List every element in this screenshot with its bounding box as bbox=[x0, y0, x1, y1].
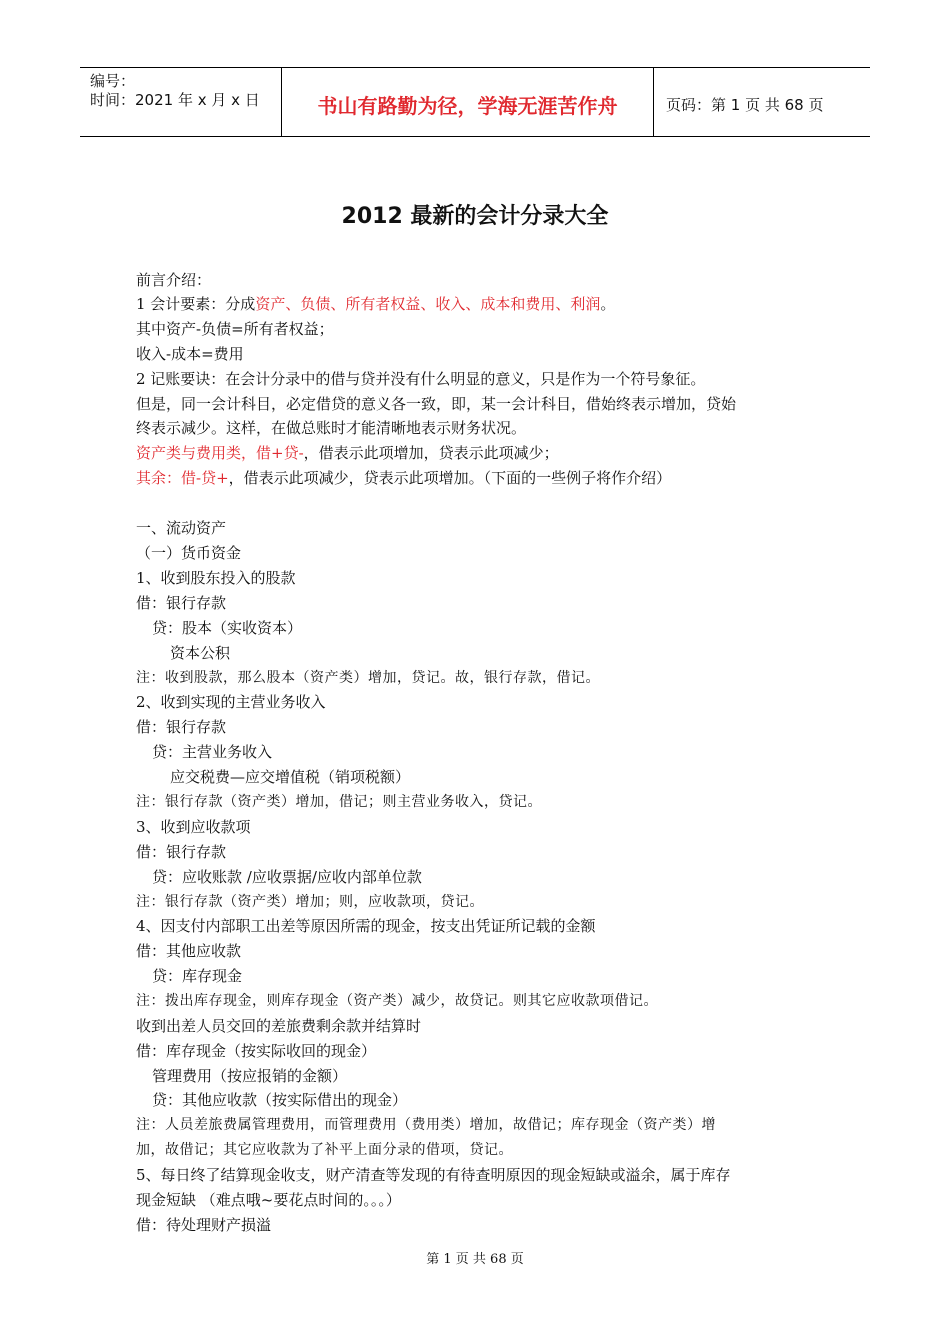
credit-line: 应交税费—应交增值税（销项税额） bbox=[170, 768, 411, 786]
credit-line: 贷：股本（实收资本） bbox=[152, 619, 303, 637]
subsection-heading: （一）货币资金 bbox=[136, 544, 242, 562]
motto: 书山有路勤为径，学海无涯苦作舟 bbox=[317, 94, 618, 118]
header-middle-cell bbox=[282, 68, 654, 136]
intro-line-elements bbox=[136, 294, 615, 314]
header-left-cell bbox=[80, 68, 282, 136]
note-line: 注：银行存款（资产类）增加；则，应收款项，贷记。 bbox=[136, 894, 484, 910]
document-title: 2012 最新的会计分录大全 bbox=[341, 204, 609, 229]
intro-highlight: 其余：借-贷+ bbox=[136, 469, 229, 487]
section-heading: 一、流动资产 bbox=[136, 519, 227, 537]
date-label: 时间：2021 年 x 月 x 日 bbox=[90, 91, 260, 109]
debit-line: 借：其他应收款 bbox=[136, 942, 242, 960]
entry-title: 3、收到应收款项 bbox=[136, 818, 251, 836]
intro-line: 终表示减少。这样，在做总账时才能清晰地表示财务状况。 bbox=[136, 419, 527, 437]
note-line: 注：人员差旅费属管理费用，而管理费用（费用类）增加，故借记；库存现金（资产类）增 bbox=[136, 1117, 716, 1133]
note-line: 注：拨出库存现金，则库存现金（资产类）减少，故贷记。则其它应收款项借记。 bbox=[136, 993, 658, 1009]
debit-line: 借：银行存款 bbox=[136, 718, 227, 736]
credit-line: 贷：应收账款 /应收票据/应收内部单位款 bbox=[152, 868, 422, 886]
header-right-cell bbox=[654, 68, 870, 136]
debit-line: 借：库存现金（按实际收回的现金） bbox=[136, 1042, 377, 1060]
intro-highlight: 资产、负债、所有者权益、收入、成本和费用、利润 bbox=[255, 295, 601, 313]
intro-text: ，借表示此项增加，贷表示此项减少； bbox=[303, 444, 559, 462]
debit-line: 管理费用（按应报销的金额） bbox=[152, 1067, 348, 1085]
entry-title: 5、每日终了结算现金收支，财产清查等发现的有待查明原因的现金短缺或溢余，属于库存 bbox=[136, 1166, 731, 1184]
note-line: 注：银行存款（资产类）增加，借记；则主营业务收入，贷记。 bbox=[136, 794, 542, 810]
note-line: 注：收到股款，那么股本（资产类）增加，贷记。故，银行存款，借记。 bbox=[136, 670, 600, 686]
debit-line: 借：银行存款 bbox=[136, 594, 227, 612]
intro-line: 收入-成本=费用 bbox=[136, 345, 244, 363]
credit-line: 贷：库存现金 bbox=[152, 967, 243, 985]
intro-text: ，借表示此项减少，贷表示此项增加。（下面的一些例子将作介绍） bbox=[228, 469, 672, 487]
credit-line: 资本公积 bbox=[170, 644, 231, 662]
page-header bbox=[80, 67, 870, 137]
intro-line: 2 记账要诀：在会计分录中的借与贷并没有什么明显的意义，只是作为一个符号象征。 bbox=[136, 370, 706, 388]
credit-line: 贷：主营业务收入 bbox=[152, 743, 273, 761]
entry-title-continued: 现金短缺 （难点哦~要花点时间的。。。） bbox=[136, 1191, 401, 1209]
entry-subtitle: 收到出差人员交回的差旅费剩余款并结算时 bbox=[136, 1017, 422, 1035]
debit-line: 借：银行存款 bbox=[136, 843, 227, 861]
number-label: 编号： bbox=[90, 72, 136, 90]
entry-title: 1、收到股东投入的股款 bbox=[136, 569, 296, 587]
page-code: 页码：第 1 页 共 68 页 bbox=[666, 96, 824, 114]
intro-line: 但是，同一会计科目，必定借贷的意义各一致，即，某一会计科目，借始终表示增加，贷始 bbox=[136, 395, 737, 413]
intro-line-rule-assets bbox=[136, 443, 559, 463]
intro-line: 其中资产-负债=所有者权益； bbox=[136, 320, 334, 338]
credit-line: 贷：其他应收款（按实际借出的现金） bbox=[152, 1091, 408, 1109]
page-footer: 第 1 页 共 68 页 bbox=[426, 1252, 524, 1267]
debit-line: 借：待处理财产损溢 bbox=[136, 1216, 272, 1234]
entry-title: 4、因支付内部职工出差等原因所需的现金，按支出凭证所记载的金额 bbox=[136, 917, 596, 935]
intro-text: 1 会计要素：分成 bbox=[136, 295, 256, 313]
intro-highlight: 资产类与费用类，借+贷- bbox=[136, 444, 304, 462]
note-line: 加，故借记；其它应收款为了补平上面分录的借项，贷记。 bbox=[136, 1142, 513, 1158]
intro-text: 。 bbox=[600, 295, 616, 313]
entry-title: 2、收到实现的主营业务收入 bbox=[136, 693, 326, 711]
intro-heading: 前言介绍： bbox=[136, 271, 212, 289]
intro-line-rule-others bbox=[136, 468, 671, 488]
